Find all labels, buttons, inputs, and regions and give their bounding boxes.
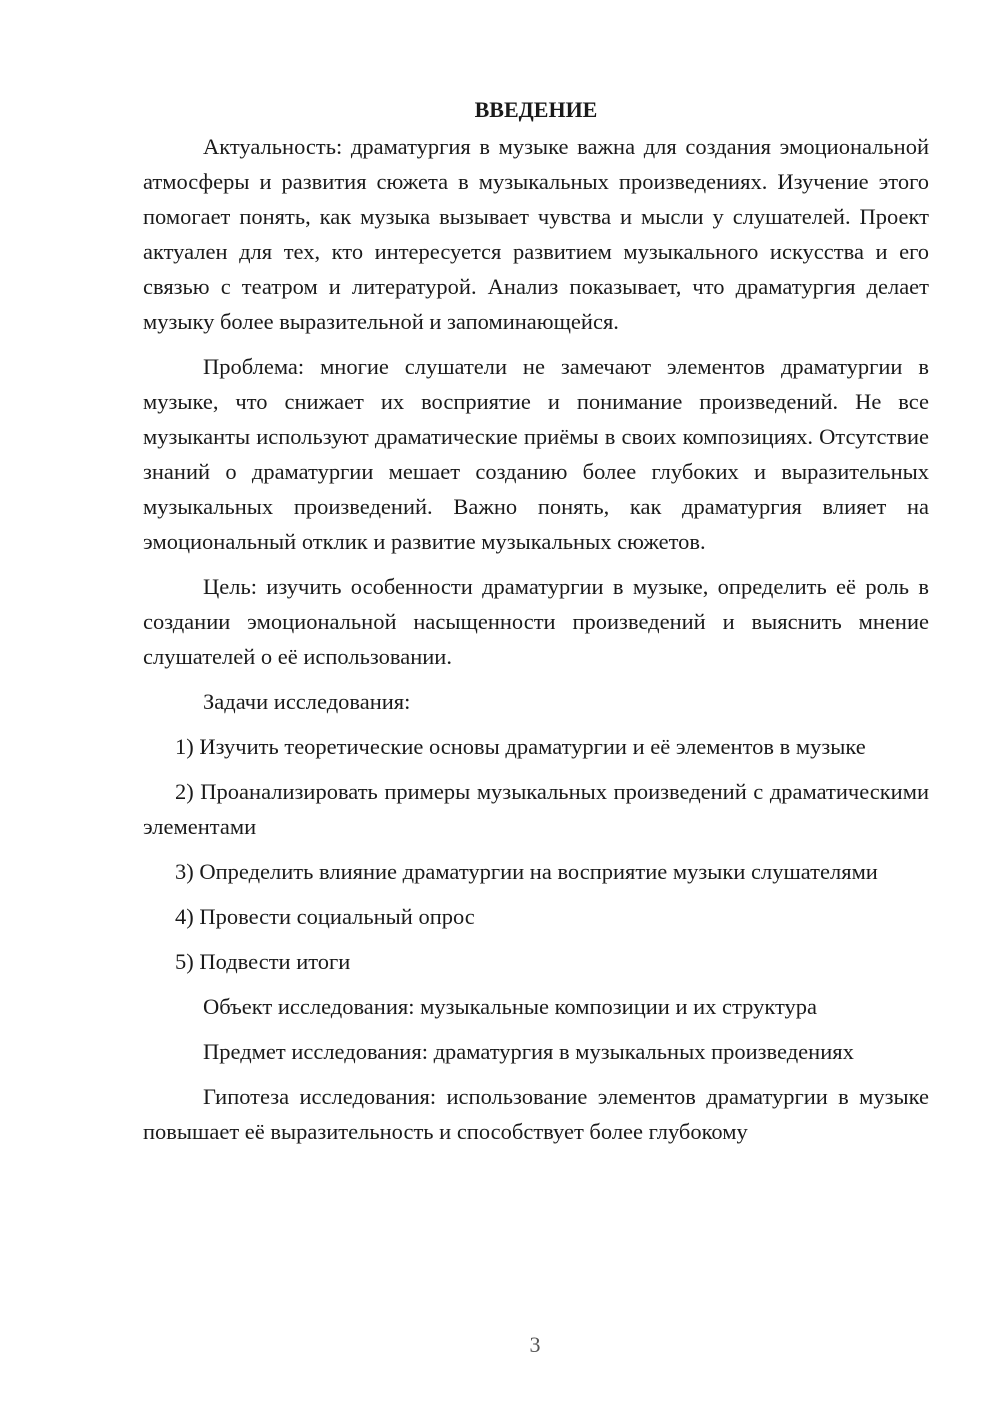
task-item-5: 5) Подвести итоги	[175, 949, 351, 974]
research-object: Объект исследования: музыкальные композиции и их структура	[203, 994, 817, 1019]
task-item-2: 2) Проанализировать примеры музыкальных произведений с драматическими элементами	[143, 779, 929, 839]
relevance-paragraph: Актуальность: драматургия в музыке важна для создания эмоциональной атмосферы и развития сюжета в музыкальных произведениях. Изучение этого помогает понять, как музыка вызывает чувства и мысли у слушателей. Проект актуален для тех, кто интересуется развитием музыкального искусства и его связью с театром и литературой. Анализ показывает, что драматургия делает музыку более выразительной и запоминающейся.	[143, 134, 929, 334]
document-body	[143, 92, 929, 1159]
tasks-heading: Задачи исследования:	[203, 689, 411, 714]
task-item-1: 1) Изучить теоретические основы драматургии и её элементов в музыке	[175, 734, 866, 759]
research-subject: Предмет исследования: драматургия в музыкальных произведениях	[203, 1039, 854, 1064]
goal-paragraph: Цель: изучить особенности драматургии в музыке, определить её роль в создании эмоциональной насыщенности произведений и выяснить мнение слушателей о её использовании.	[143, 574, 929, 669]
page-title: ВВЕДЕНИЕ	[474, 97, 598, 122]
task-item-3: 3) Определить влияние драматургии на восприятие музыки слушателями	[175, 859, 878, 884]
hypothesis-paragraph: Гипотеза исследования: использование элементов драматургии в музыке повышает её выразительность и способствует более глубокому	[143, 1084, 929, 1144]
task-item-4: 4) Провести социальный опрос	[175, 904, 475, 929]
problem-paragraph: Проблема: многие слушатели не замечают элементов драматургии в музыке, что снижает их восприятие и понимание произведений. Не все музыканты используют драматические приёмы в своих композициях. Отсутствие знаний о драматургии мешает созданию более глубоких и выразительных музыкальных произведений. Важно понять, как драматургия влияет на эмоциональный отклик и развитие музыкальных сюжетов.	[143, 354, 929, 554]
page-number: 3	[529, 1332, 541, 1357]
